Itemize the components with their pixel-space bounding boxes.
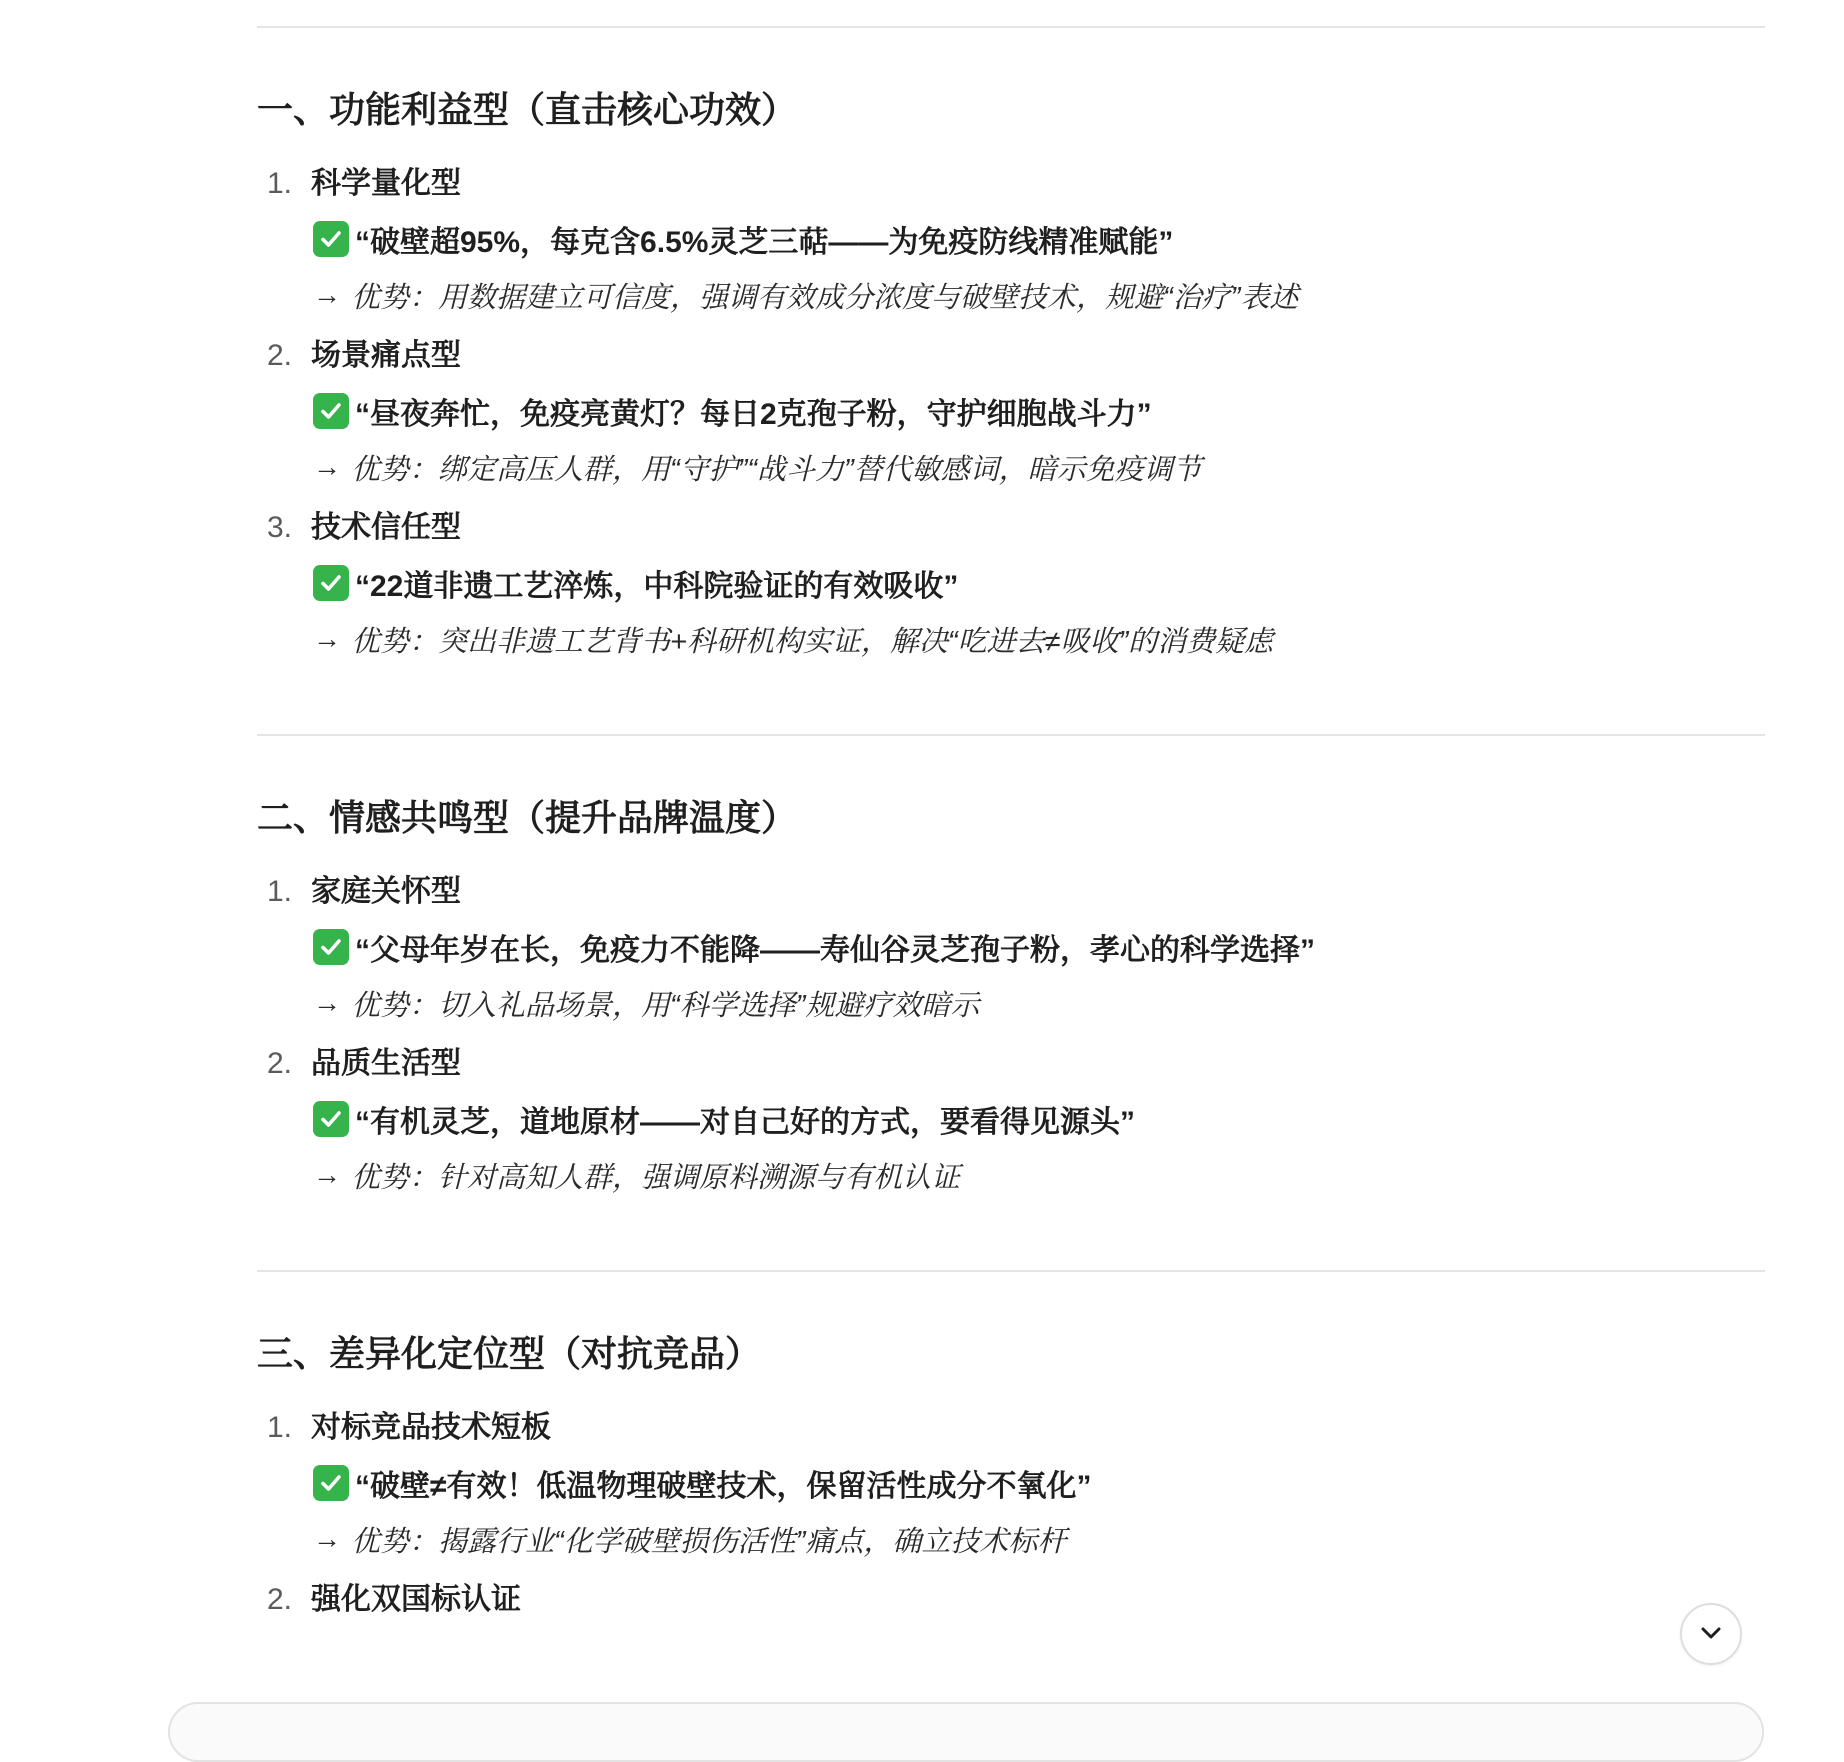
arrow-right-icon: → — [313, 1523, 341, 1554]
check-mark-icon — [313, 221, 349, 257]
list-item — [257, 330, 1765, 488]
arrow-right-icon: → — [313, 451, 341, 482]
list-item — [257, 1402, 1765, 1560]
item-list — [257, 158, 1765, 660]
slogan-text: “昼夜奔忙，免疫亮黄灯？每日2克孢子粉，守护细胞战斗力” — [355, 398, 1152, 431]
item-title: 科学量化型 — [311, 167, 461, 200]
item-title: 技术信任型 — [311, 511, 461, 544]
list-item — [257, 866, 1765, 1024]
section-title: 一、功能利益型（直击核心功效） — [257, 89, 798, 130]
list-item — [257, 1038, 1765, 1196]
advantage-note: 优势：针对高知人群，强调原料溯源与有机认证 — [351, 1161, 961, 1194]
item-number: 1. — [267, 167, 293, 200]
advantage-note: 优势：突出非遗工艺背书+科研机构实证，解决“吃进去≠吸收”的消费疑虑 — [351, 625, 1274, 658]
slogan-text: “破壁超95%，每克含6.5%灵芝三萜——为免疫防线精准赋能” — [355, 226, 1174, 259]
item-number: 2. — [267, 1047, 293, 1080]
advantage-note: 优势：切入礼品场景，用“科学选择”规避疗效暗示 — [351, 989, 980, 1022]
item-title: 强化双国标认证 — [311, 1583, 521, 1616]
slogan-text: “有机灵芝，道地原材——对自己好的方式，要看得见源头” — [355, 1106, 1135, 1139]
item-number: 1. — [267, 875, 293, 908]
item-title: 家庭关怀型 — [311, 875, 461, 908]
item-title: 场景痛点型 — [311, 339, 461, 372]
chat-response-content — [257, 0, 1765, 1616]
item-title: 品质生活型 — [311, 1047, 461, 1080]
advantage-note: 优势：揭露行业“化学破壁损伤活性”痛点，确立技术标杆 — [351, 1525, 1067, 1558]
arrow-right-icon: → — [313, 279, 341, 310]
slogan-text: “22道非遗工艺淬炼，中科院验证的有效吸收” — [355, 570, 959, 603]
divider — [257, 734, 1765, 736]
list-item — [257, 502, 1765, 660]
item-number: 3. — [267, 511, 293, 544]
list-item — [257, 1574, 1765, 1616]
check-mark-icon — [313, 393, 349, 429]
advantage-note: 优势：用数据建立可信度，强调有效成分浓度与破壁技术，规避“治疗”表述 — [351, 281, 1299, 314]
section-title: 二、情感共鸣型（提升品牌温度） — [257, 797, 798, 838]
advantage-note: 优势：绑定高压人群，用“守护”“战斗力”替代敏感词，暗示免疫调节 — [351, 453, 1202, 486]
item-list — [257, 866, 1765, 1196]
list-item — [257, 158, 1765, 316]
scroll-to-bottom-button[interactable] — [1680, 1603, 1742, 1665]
item-number: 2. — [267, 1583, 293, 1616]
check-mark-icon — [313, 1465, 349, 1501]
check-mark-icon — [313, 1101, 349, 1137]
section-title: 三、差异化定位型（对抗竞品） — [257, 1333, 762, 1374]
item-list — [257, 1402, 1765, 1616]
divider — [257, 1270, 1765, 1272]
slogan-text: “破壁≠有效！低温物理破壁技术，保留活性成分不氧化” — [355, 1470, 1092, 1503]
message-composer[interactable] — [168, 1702, 1764, 1762]
slogan-text: “父母年岁在长，免疫力不能降——寿仙谷灵芝孢子粉，孝心的科学选择” — [355, 934, 1315, 967]
arrow-right-icon: → — [313, 987, 341, 1018]
item-title: 对标竞品技术短板 — [311, 1411, 551, 1444]
divider — [257, 26, 1765, 28]
chevron-down-icon — [1696, 1618, 1726, 1651]
check-mark-icon — [313, 565, 349, 601]
arrow-right-icon: → — [313, 1159, 341, 1190]
item-number: 2. — [267, 339, 293, 372]
item-number: 1. — [267, 1411, 293, 1444]
arrow-right-icon: → — [313, 623, 341, 654]
check-mark-icon — [313, 929, 349, 965]
